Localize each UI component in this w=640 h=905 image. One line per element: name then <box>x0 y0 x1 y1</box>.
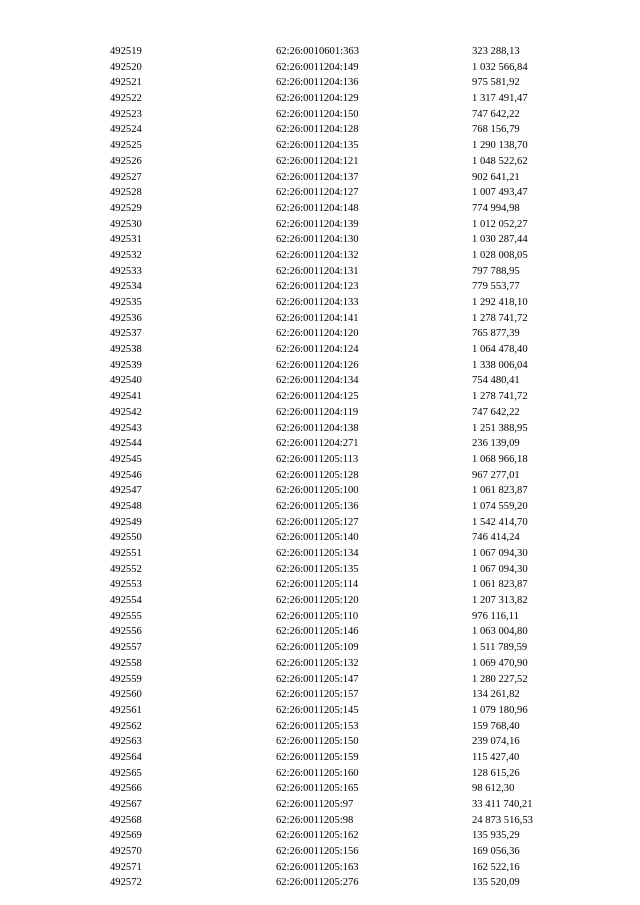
cadastral-value: 967 277,01 <box>472 469 520 481</box>
cadastral-value: 239 074,16 <box>472 736 520 748</box>
cadastral-number: 62:26:0011205:146 <box>276 626 359 638</box>
row-number: 492530 <box>110 218 142 230</box>
cadastral-value: 1 317 491,47 <box>472 93 528 105</box>
row-number: 492523 <box>110 108 142 120</box>
table-row <box>110 452 580 468</box>
cadastral-number: 62:26:0011204:136 <box>276 77 359 89</box>
row-number: 492556 <box>110 626 142 638</box>
cadastral-value: 1 292 418,10 <box>472 297 528 308</box>
cadastral-number: 62:26:0010601:363 <box>276 46 359 57</box>
cadastral-value: 746 414,24 <box>472 532 520 544</box>
table-row <box>110 107 580 123</box>
cadastral-value: 1 061 823,87 <box>472 579 528 591</box>
table-row <box>110 373 580 389</box>
cadastre-value-table <box>110 44 580 891</box>
cadastral-number: 62:26:0011204:132 <box>276 249 359 261</box>
cadastral-number: 62:26:0011205:276 <box>276 877 359 889</box>
cadastral-number: 62:26:0011205:145 <box>276 704 359 716</box>
table-row <box>110 311 580 327</box>
table-row <box>110 389 580 405</box>
cadastral-number: 62:26:0011204:150 <box>276 108 359 120</box>
row-number: 492539 <box>110 359 142 371</box>
row-number: 492534 <box>110 281 142 293</box>
row-number: 492542 <box>110 406 142 418</box>
table-row <box>110 436 580 452</box>
row-number: 492529 <box>110 202 142 214</box>
row-number: 492558 <box>110 657 142 669</box>
row-number: 492566 <box>110 783 142 795</box>
table-row <box>110 781 580 797</box>
row-number: 492544 <box>110 438 142 450</box>
table-row <box>110 44 580 60</box>
cadastral-value: 1 063 004,80 <box>472 626 528 638</box>
row-number: 492540 <box>110 375 142 387</box>
table-row <box>110 499 580 515</box>
table-row <box>110 405 580 421</box>
table-row <box>110 515 580 531</box>
cadastral-number: 62:26:0011204:121 <box>276 155 359 167</box>
table-row <box>110 75 580 91</box>
cadastral-number: 62:26:0011204:149 <box>276 61 359 73</box>
row-number: 492519 <box>110 46 142 57</box>
cadastral-value: 1 338 006,04 <box>472 359 528 371</box>
row-number: 492531 <box>110 234 142 246</box>
table-row <box>110 546 580 562</box>
cadastral-number: 62:26:0011205:127 <box>276 516 359 528</box>
cadastral-number: 62:26:0011204:127 <box>276 187 359 199</box>
cadastral-value: 1 511 789,59 <box>472 642 528 654</box>
cadastral-value: 774 994,98 <box>472 202 520 214</box>
row-number: 492522 <box>110 93 142 105</box>
cadastral-number: 62:26:0011205:135 <box>276 563 359 575</box>
cadastral-number: 62:26:0011205:114 <box>276 579 359 591</box>
cadastral-value: 1 032 566,84 <box>472 61 528 73</box>
row-number: 492552 <box>110 563 142 575</box>
row-number: 492524 <box>110 124 142 136</box>
cadastral-value: 768 156,79 <box>472 124 520 136</box>
row-number: 492548 <box>110 500 142 512</box>
cadastral-value: 1 067 094,30 <box>472 563 528 575</box>
row-number: 492555 <box>110 610 142 622</box>
cadastral-number: 62:26:0011204:141 <box>276 312 359 324</box>
cadastral-value: 1 007 493,47 <box>472 187 528 199</box>
table-row <box>110 828 580 844</box>
cadastral-value: 902 641,21 <box>472 171 520 183</box>
cadastral-value: 765 877,39 <box>472 328 520 340</box>
cadastral-number: 62:26:0011205:113 <box>276 453 359 465</box>
cadastral-value: 779 553,77 <box>472 281 520 293</box>
cadastral-value: 162 522,16 <box>472 861 520 873</box>
table-row <box>110 577 580 593</box>
cadastral-number: 62:26:0011205:140 <box>276 532 359 544</box>
cadastral-number: 62:26:0011205:120 <box>276 595 359 607</box>
row-number: 492536 <box>110 312 142 324</box>
row-number: 492533 <box>110 265 142 277</box>
row-number: 492549 <box>110 516 142 528</box>
table-row <box>110 421 580 437</box>
cadastral-number: 62:26:0011204:124 <box>276 344 359 356</box>
cadastral-number: 62:26:0011205:98 <box>276 814 354 826</box>
table-row <box>110 609 580 625</box>
cadastral-value: 135 520,09 <box>472 877 520 889</box>
row-number: 492559 <box>110 673 142 685</box>
table-row <box>110 875 580 891</box>
cadastral-number: 62:26:0011205:163 <box>276 861 359 873</box>
cadastral-value: 1 207 313,82 <box>472 595 528 607</box>
cadastral-value: 236 139,09 <box>472 438 520 450</box>
table-row <box>110 750 580 766</box>
row-number: 492553 <box>110 579 142 591</box>
cadastral-value: 24 873 516,53 <box>472 814 533 826</box>
cadastral-value: 1 290 138,70 <box>472 140 528 152</box>
table-row <box>110 138 580 154</box>
cadastral-value: 1 278 741,72 <box>472 391 528 403</box>
table-row <box>110 860 580 876</box>
cadastral-number: 62:26:0011204:125 <box>276 391 359 403</box>
cadastral-value: 797 788,95 <box>472 265 520 277</box>
row-number: 492520 <box>110 61 142 73</box>
row-number: 492527 <box>110 171 142 183</box>
row-number: 492546 <box>110 469 142 481</box>
table-row <box>110 813 580 829</box>
table-row <box>110 185 580 201</box>
cadastral-number: 62:26:0011204:131 <box>276 265 359 277</box>
cadastral-value: 1 251 388,95 <box>472 422 528 434</box>
row-number: 492535 <box>110 297 142 308</box>
cadastral-number: 62:26:0011204:138 <box>276 422 359 434</box>
table-row <box>110 844 580 860</box>
cadastral-value: 1 542 414,70 <box>472 516 528 528</box>
table-row <box>110 295 580 311</box>
table-row <box>110 326 580 342</box>
table-row <box>110 232 580 248</box>
row-number: 492571 <box>110 861 142 873</box>
table-row <box>110 687 580 703</box>
cadastral-number: 62:26:0011204:119 <box>276 406 359 418</box>
cadastral-number: 62:26:0011205:162 <box>276 830 359 842</box>
table-row <box>110 734 580 750</box>
cadastral-number: 62:26:0011205:132 <box>276 657 359 669</box>
row-number: 492572 <box>110 877 142 889</box>
table-row <box>110 703 580 719</box>
cadastral-value: 1 079 180,96 <box>472 704 528 716</box>
cadastral-value: 1 280 227,52 <box>472 673 528 685</box>
cadastral-number: 62:26:0011204:120 <box>276 328 359 340</box>
row-number: 492554 <box>110 595 142 607</box>
table-row <box>110 766 580 782</box>
row-number: 492521 <box>110 77 142 89</box>
cadastral-value: 1 069 470,90 <box>472 657 528 669</box>
table-row <box>110 279 580 295</box>
table-row <box>110 248 580 264</box>
cadastral-value: 1 064 478,40 <box>472 344 528 356</box>
cadastral-number: 62:26:0011205:109 <box>276 642 359 654</box>
cadastral-value: 747 642,22 <box>472 406 520 418</box>
table-row <box>110 264 580 280</box>
row-number: 492568 <box>110 814 142 826</box>
table-row <box>110 797 580 813</box>
row-number: 492563 <box>110 736 142 748</box>
cadastral-number: 62:26:0011204:130 <box>276 234 359 246</box>
row-number: 492570 <box>110 846 142 858</box>
table-row <box>110 530 580 546</box>
row-number: 492541 <box>110 391 142 403</box>
table-row <box>110 122 580 138</box>
row-number: 492532 <box>110 249 142 261</box>
cadastral-number: 62:26:0011205:160 <box>276 767 359 779</box>
cadastral-number: 62:26:0011204:134 <box>276 375 359 387</box>
cadastral-value: 975 581,92 <box>472 77 520 89</box>
row-number: 492526 <box>110 155 142 167</box>
cadastral-value: 33 411 740,21 <box>472 799 533 810</box>
cadastral-number: 62:26:0011205:97 <box>276 799 354 810</box>
table-row <box>110 672 580 688</box>
cadastral-value: 976 116,11 <box>472 610 519 622</box>
cadastral-number: 62:26:0011205:156 <box>276 846 359 858</box>
cadastral-value: 135 935,29 <box>472 830 520 842</box>
table-row <box>110 468 580 484</box>
cadastral-number: 62:26:0011204:148 <box>276 202 359 214</box>
table-row <box>110 217 580 233</box>
row-number: 492525 <box>110 140 142 152</box>
row-number: 492538 <box>110 344 142 356</box>
table-row <box>110 719 580 735</box>
cadastral-number: 62:26:0011204:271 <box>276 438 359 450</box>
cadastral-number: 62:26:0011205:136 <box>276 500 359 512</box>
cadastral-number: 62:26:0011204:133 <box>276 297 359 308</box>
table-row <box>110 60 580 76</box>
row-number: 492543 <box>110 422 142 434</box>
cadastral-number: 62:26:0011205:165 <box>276 783 359 795</box>
row-number: 492551 <box>110 548 142 559</box>
cadastral-number: 62:26:0011204:123 <box>276 281 359 293</box>
cadastral-number: 62:26:0011205:110 <box>276 610 359 622</box>
cadastral-number: 62:26:0011204:126 <box>276 359 359 371</box>
cadastral-number: 62:26:0011205:134 <box>276 548 359 559</box>
row-number: 492561 <box>110 704 142 716</box>
cadastral-number: 62:26:0011205:157 <box>276 689 359 701</box>
table-row <box>110 170 580 186</box>
cadastral-value: 1 074 559,20 <box>472 500 528 512</box>
row-number: 492567 <box>110 799 142 810</box>
cadastral-value: 169 056,36 <box>472 846 520 858</box>
table-row <box>110 656 580 672</box>
row-number: 492569 <box>110 830 142 842</box>
cadastral-value: 1 028 008,05 <box>472 249 528 261</box>
table-row <box>110 201 580 217</box>
cadastral-value: 1 012 052,27 <box>472 218 528 230</box>
cadastral-value: 159 768,40 <box>472 720 520 732</box>
row-number: 492528 <box>110 187 142 199</box>
cadastral-number: 62:26:0011204:135 <box>276 140 359 152</box>
cadastral-value: 1 061 823,87 <box>472 485 528 497</box>
row-number: 492550 <box>110 532 142 544</box>
cadastral-number: 62:26:0011205:153 <box>276 720 359 732</box>
cadastral-value: 747 642,22 <box>472 108 520 120</box>
cadastral-value: 754 480,41 <box>472 375 520 387</box>
row-number: 492565 <box>110 767 142 779</box>
row-number: 492545 <box>110 453 142 465</box>
cadastral-number: 62:26:0011204:137 <box>276 171 359 183</box>
cadastral-number: 62:26:0011204:129 <box>276 93 359 105</box>
cadastral-value: 115 427,40 <box>472 751 520 763</box>
cadastral-number: 62:26:0011205:147 <box>276 673 359 685</box>
cadastral-value: 1 278 741,72 <box>472 312 528 324</box>
cadastral-value: 1 068 966,18 <box>472 453 528 465</box>
row-number: 492537 <box>110 328 142 340</box>
cadastral-value: 128 615,26 <box>472 767 520 779</box>
row-number: 492562 <box>110 720 142 732</box>
cadastral-number: 62:26:0011205:159 <box>276 751 359 763</box>
cadastral-value: 1 048 522,62 <box>472 155 528 167</box>
table-row <box>110 154 580 170</box>
cadastral-value: 1 030 287,44 <box>472 234 528 246</box>
table-row <box>110 562 580 578</box>
cadastral-value: 323 288,13 <box>472 46 520 57</box>
cadastral-number: 62:26:0011204:139 <box>276 218 359 230</box>
cadastral-value: 1 067 094,30 <box>472 548 528 559</box>
table-row <box>110 483 580 499</box>
row-number: 492547 <box>110 485 142 497</box>
cadastral-number: 62:26:0011204:128 <box>276 124 359 136</box>
cadastral-number: 62:26:0011205:100 <box>276 485 359 497</box>
table-row <box>110 593 580 609</box>
cadastral-number: 62:26:0011205:150 <box>276 736 359 748</box>
cadastral-number: 62:26:0011205:128 <box>276 469 359 481</box>
cadastral-value: 98 612,30 <box>472 783 515 795</box>
table-row <box>110 91 580 107</box>
row-number: 492557 <box>110 642 142 654</box>
table-row <box>110 342 580 358</box>
row-number: 492560 <box>110 689 142 701</box>
table-row <box>110 624 580 640</box>
row-number: 492564 <box>110 751 142 763</box>
table-row <box>110 358 580 374</box>
cadastral-value: 134 261,82 <box>472 689 520 701</box>
table-row <box>110 640 580 656</box>
